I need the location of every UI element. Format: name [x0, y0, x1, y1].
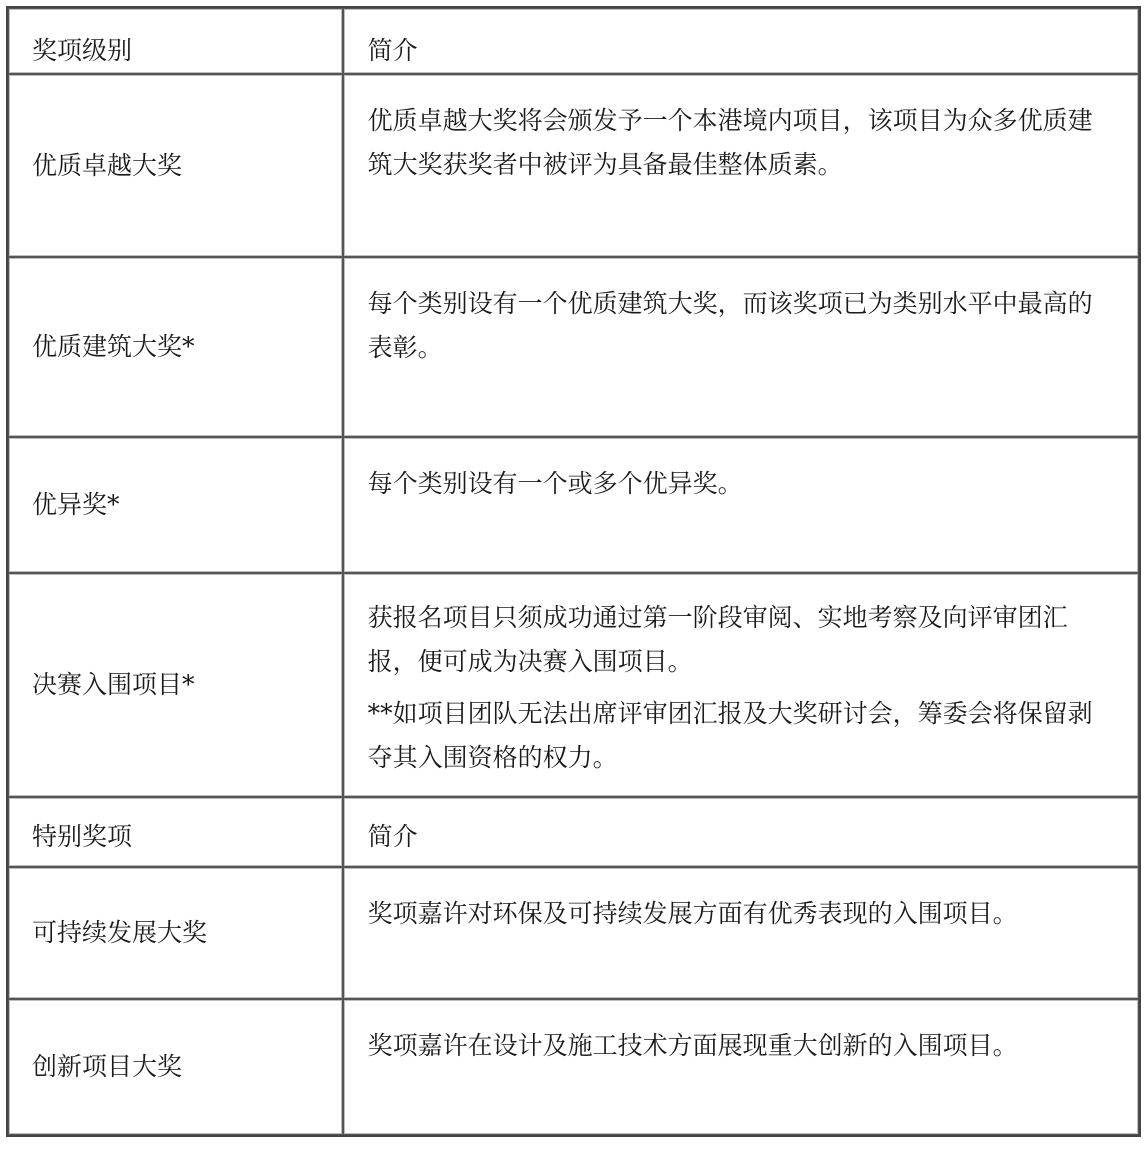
table-row — [8, 867, 1139, 999]
award-name: 创新项目大奖 — [8, 999, 343, 1135]
award-description — [343, 257, 1139, 437]
description-text: 优质卓越大奖将会颁发予一个本港境内项目，该项目为众多优质建筑大奖获奖者中被评为具备最佳整体质素。 — [367, 106, 1093, 179]
award-description — [343, 999, 1139, 1135]
header-special-awards: 特别奖项 — [8, 797, 343, 867]
award-name: 优异奖* — [8, 437, 343, 573]
description-text: 获报名项目只须成功通过第一阶段审阅、实地考察及向评审团汇报，便可成为决赛入围项目。 — [367, 603, 1068, 676]
award-description — [343, 437, 1139, 573]
table-header-row — [8, 8, 1139, 74]
award-description — [343, 74, 1139, 257]
award-description — [343, 867, 1139, 999]
table-row — [8, 573, 1139, 797]
awards-table — [6, 6, 1141, 1137]
special-header-row — [8, 797, 1139, 867]
description-text: 奖项嘉许对环保及可持续发展方面有优秀表现的入围项目。 — [367, 899, 1018, 928]
table-row — [8, 257, 1139, 437]
award-name: 优质建筑大奖* — [8, 257, 343, 437]
header-award-level: 奖项级别 — [8, 8, 343, 74]
header-intro: 简介 — [343, 8, 1139, 74]
award-name: 优质卓越大奖 — [8, 74, 343, 257]
header-intro: 简介 — [343, 797, 1139, 867]
table-row — [8, 74, 1139, 257]
table-row — [8, 999, 1139, 1135]
description-note: **如项目团队无法出席评审团汇报及大奖研讨会，筹委会将保留剥夺其入围资格的权力。 — [367, 699, 1093, 772]
description-text: 奖项嘉许在设计及施工技术方面展现重大创新的入围项目。 — [367, 1031, 1018, 1060]
award-name: 决赛入围项目* — [8, 573, 343, 797]
table-row — [8, 437, 1139, 573]
description-text: 每个类别设有一个优质建筑大奖，而该奖项已为类别水平中最高的表彰。 — [367, 289, 1093, 362]
description-text: 每个类别设有一个或多个优异奖。 — [367, 469, 743, 498]
award-name: 可持续发展大奖 — [8, 867, 343, 999]
award-description — [343, 573, 1139, 797]
